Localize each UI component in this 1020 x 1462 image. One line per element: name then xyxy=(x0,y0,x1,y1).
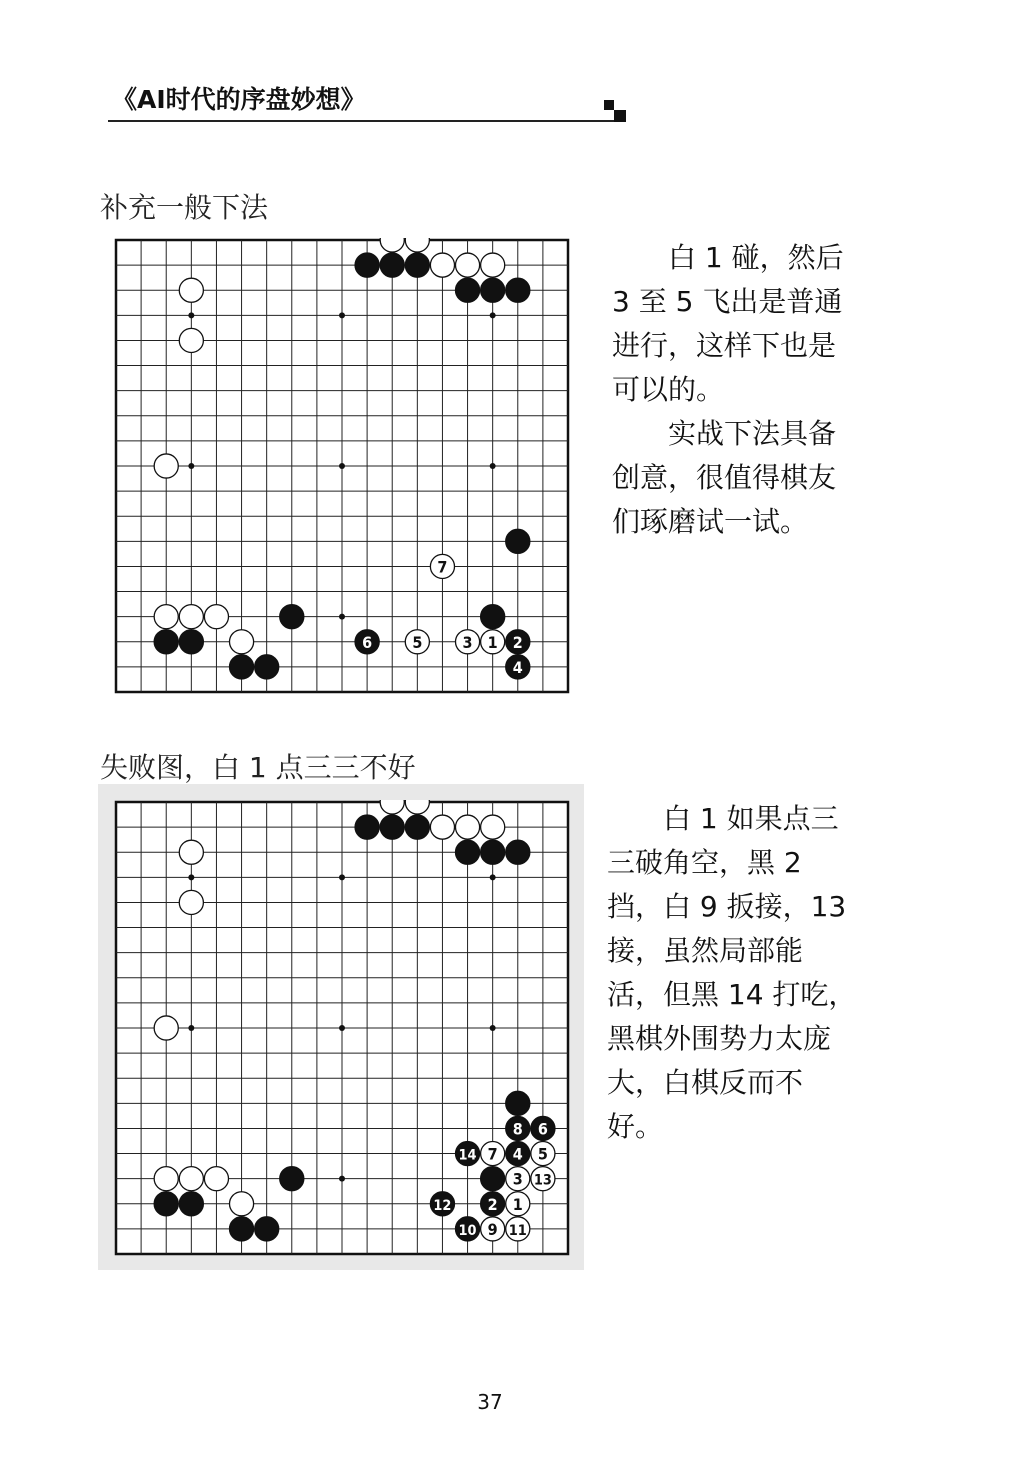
black-stone xyxy=(405,815,429,839)
star-point xyxy=(188,1025,194,1031)
text-line: 3 至 5 飞出是普通 xyxy=(612,285,843,318)
star-point xyxy=(490,312,496,318)
move-number: 2 xyxy=(487,1194,498,1214)
black-stone xyxy=(506,1091,530,1115)
text-line: 们琢磨试一试。 xyxy=(612,505,809,538)
star-point xyxy=(339,1025,345,1031)
header-corner-mark xyxy=(604,100,614,110)
black-stone xyxy=(280,605,304,629)
white-stone xyxy=(154,1016,178,1040)
header-rule xyxy=(108,120,626,122)
text-line: 活，但黑 14 打吃， xyxy=(607,978,857,1011)
black-stone xyxy=(230,1217,254,1241)
go-board-svg xyxy=(114,238,570,694)
black-stone xyxy=(481,1167,505,1191)
text-line: 白 1 如果点三 xyxy=(607,802,839,835)
section-heading-1: 补充一般下法 xyxy=(100,191,269,224)
star-point xyxy=(188,312,194,318)
text-line: 好。 xyxy=(607,1110,664,1143)
white-stone xyxy=(154,605,178,629)
white-stone xyxy=(154,454,178,478)
white-stone xyxy=(179,840,203,864)
text-line: 创意，很值得棋友 xyxy=(612,461,837,494)
star-point xyxy=(188,874,194,880)
star-point xyxy=(339,1176,345,1182)
move-number: 14 xyxy=(458,1147,477,1164)
move-number: 7 xyxy=(437,557,448,577)
star-point xyxy=(339,312,345,318)
white-stone xyxy=(179,1167,203,1191)
move-number: 12 xyxy=(433,1197,452,1214)
star-point xyxy=(188,463,194,469)
move-number: 10 xyxy=(458,1222,477,1239)
white-stone xyxy=(179,890,203,914)
move-number: 4 xyxy=(512,657,523,677)
white-stone xyxy=(456,815,480,839)
move-number: 3 xyxy=(462,632,473,652)
text-line: 白 1 碰，然后 xyxy=(612,241,844,274)
star-point xyxy=(339,463,345,469)
commentary-1 xyxy=(612,236,912,544)
black-stone xyxy=(179,1192,203,1216)
black-stone xyxy=(506,529,530,553)
move-number: 3 xyxy=(512,1169,523,1189)
white-stone xyxy=(179,605,203,629)
black-stone xyxy=(280,1167,304,1191)
black-stone xyxy=(506,840,530,864)
white-stone xyxy=(481,815,505,839)
go-board-2 xyxy=(114,800,570,1256)
move-number: 6 xyxy=(362,632,373,652)
black-stone xyxy=(380,253,404,277)
black-stone xyxy=(456,840,480,864)
page-number: 37 xyxy=(477,1390,503,1414)
black-stone xyxy=(154,630,178,654)
header-corner-mark xyxy=(614,110,626,122)
move-number: 1 xyxy=(487,632,498,652)
text-line: 可以的。 xyxy=(612,373,725,406)
text-line: 实战下法具备 xyxy=(612,417,837,450)
go-board-1 xyxy=(114,238,570,694)
black-stone xyxy=(355,815,379,839)
text-line: 大，白棋反而不 xyxy=(607,1066,804,1099)
white-stone xyxy=(154,1167,178,1191)
white-stone xyxy=(430,815,454,839)
black-stone xyxy=(405,253,429,277)
book-title: 《AI时代的序盘妙想》 xyxy=(112,85,366,114)
black-stone xyxy=(179,630,203,654)
black-stone xyxy=(481,840,505,864)
move-number: 11 xyxy=(508,1222,527,1239)
white-stone xyxy=(179,278,203,302)
commentary-2 xyxy=(607,797,927,1149)
move-number: 7 xyxy=(487,1144,498,1164)
star-point xyxy=(339,874,345,880)
text-line: 进行，这样下也是 xyxy=(612,329,837,362)
text-line: 接，虽然局部能 xyxy=(607,934,804,967)
star-point xyxy=(339,614,345,620)
star-point xyxy=(490,1025,496,1031)
white-stone xyxy=(179,328,203,352)
move-number: 8 xyxy=(512,1119,523,1139)
white-stone xyxy=(204,1167,228,1191)
move-number: 4 xyxy=(512,1144,523,1164)
white-stone xyxy=(481,253,505,277)
star-point xyxy=(490,463,496,469)
black-stone xyxy=(355,253,379,277)
black-stone xyxy=(456,278,480,302)
black-stone xyxy=(380,815,404,839)
move-number: 13 xyxy=(533,1172,552,1189)
section-heading-2: 失败图，白 1 点三三不好 xyxy=(100,751,416,784)
text-line: 黑棋外围势力太庞 xyxy=(607,1022,832,1055)
black-stone xyxy=(154,1192,178,1216)
star-point xyxy=(490,874,496,880)
move-number: 5 xyxy=(412,632,423,652)
move-number: 6 xyxy=(537,1119,548,1139)
white-stone xyxy=(230,630,254,654)
move-number: 5 xyxy=(537,1144,548,1164)
white-stone xyxy=(430,253,454,277)
go-board-svg xyxy=(114,800,570,1256)
white-stone xyxy=(204,605,228,629)
move-number: 2 xyxy=(512,632,523,652)
white-stone xyxy=(456,253,480,277)
white-stone xyxy=(230,1192,254,1216)
text-line: 三破角空，黑 2 xyxy=(607,846,802,879)
black-stone xyxy=(481,605,505,629)
black-stone xyxy=(230,655,254,679)
move-number: 1 xyxy=(512,1194,523,1214)
text-line: 挡，白 9 扳接，13 xyxy=(607,890,847,923)
black-stone xyxy=(255,655,279,679)
black-stone xyxy=(506,278,530,302)
black-stone xyxy=(255,1217,279,1241)
move-number: 9 xyxy=(487,1219,498,1239)
black-stone xyxy=(481,278,505,302)
